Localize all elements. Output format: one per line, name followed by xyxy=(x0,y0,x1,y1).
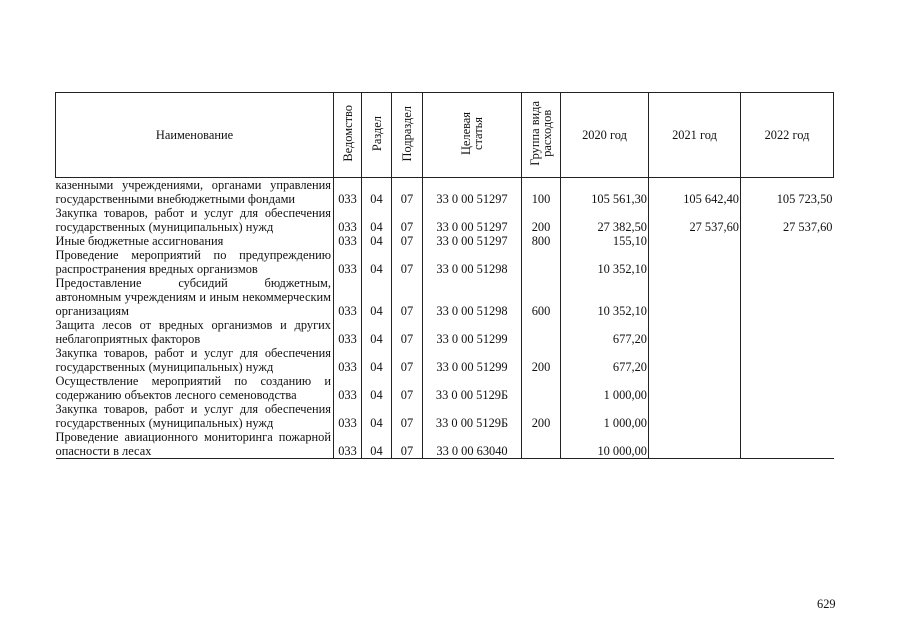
cell-target-article: 33 0 00 5129Б xyxy=(423,374,522,402)
cell-name: Предоставление субсидий бюджетным, автономным учреждениям и иным некоммерческим организациям xyxy=(56,276,334,318)
cell-expense-group: 200 xyxy=(522,346,561,374)
table-row xyxy=(56,248,834,276)
table-row xyxy=(56,430,834,459)
cell-target-article: 33 0 00 51297 xyxy=(423,234,522,248)
table-row xyxy=(56,318,834,346)
cell-section: 04 xyxy=(362,206,392,234)
cell-department: 033 xyxy=(334,430,362,459)
cell-name: Осуществление мероприятий по созданию и содержанию объектов лесного семеноводства xyxy=(56,374,334,402)
cell-subsection: 07 xyxy=(392,430,423,459)
cell-2021: 105 642,40 xyxy=(649,178,741,207)
cell-2020: 10 352,10 xyxy=(561,248,649,276)
cell-subsection: 07 xyxy=(392,318,423,346)
cell-expense-group: 100 xyxy=(522,178,561,207)
cell-name: Иные бюджетные ассигнования xyxy=(56,234,334,248)
table-body xyxy=(56,178,834,459)
cell-2021 xyxy=(649,374,741,402)
cell-2022: 27 537,60 xyxy=(741,206,834,234)
cell-section: 04 xyxy=(362,346,392,374)
cell-2021 xyxy=(649,430,741,459)
cell-target-article: 33 0 00 51297 xyxy=(423,206,522,234)
cell-2022 xyxy=(741,234,834,248)
cell-2020: 677,20 xyxy=(561,346,649,374)
header-target-article: Целевая статья xyxy=(423,93,522,178)
table-row xyxy=(56,276,834,318)
budget-table xyxy=(55,92,834,459)
cell-2021 xyxy=(649,402,741,430)
cell-department: 033 xyxy=(334,206,362,234)
cell-department: 033 xyxy=(334,178,362,207)
cell-target-article: 33 0 00 51298 xyxy=(423,248,522,276)
cell-2020: 1 000,00 xyxy=(561,402,649,430)
header-subsection: Подраздел xyxy=(392,93,423,178)
cell-subsection: 07 xyxy=(392,402,423,430)
cell-expense-group xyxy=(522,374,561,402)
cell-2022 xyxy=(741,318,834,346)
table-row xyxy=(56,402,834,430)
cell-section: 04 xyxy=(362,276,392,318)
page-number: 629 xyxy=(817,597,836,611)
cell-expense-group: 600 xyxy=(522,276,561,318)
cell-name: Защита лесов от вредных организмов и других неблагоприятных факторов xyxy=(56,318,334,346)
cell-section: 04 xyxy=(362,374,392,402)
table-row xyxy=(56,178,834,207)
header-name: Наименование xyxy=(56,93,334,178)
header-expense-group: Группа вида расходов xyxy=(522,93,561,178)
cell-department: 033 xyxy=(334,318,362,346)
cell-department: 033 xyxy=(334,234,362,248)
cell-subsection: 07 xyxy=(392,374,423,402)
cell-subsection: 07 xyxy=(392,234,423,248)
cell-expense-group: 200 xyxy=(522,402,561,430)
cell-name: Закупка товаров, работ и услуг для обеспечения государственных (муниципальных) нужд xyxy=(56,346,334,374)
cell-2020: 155,10 xyxy=(561,234,649,248)
header-department: Ведомство xyxy=(334,93,362,178)
cell-department: 033 xyxy=(334,374,362,402)
table-header-row xyxy=(56,93,834,178)
cell-department: 033 xyxy=(334,248,362,276)
cell-target-article: 33 0 00 5129Б xyxy=(423,402,522,430)
header-2021: 2021 год xyxy=(649,93,741,178)
cell-section: 04 xyxy=(362,234,392,248)
cell-department: 033 xyxy=(334,276,362,318)
cell-name: Закупка товаров, работ и услуг для обеспечения государственных (муниципальных) нужд xyxy=(56,402,334,430)
cell-2021 xyxy=(649,234,741,248)
header-section: Раздел xyxy=(362,93,392,178)
cell-target-article: 33 0 00 51298 xyxy=(423,276,522,318)
cell-target-article: 33 0 00 63040 xyxy=(423,430,522,459)
cell-target-article: 33 0 00 51299 xyxy=(423,318,522,346)
cell-2020: 27 382,50 xyxy=(561,206,649,234)
cell-2022 xyxy=(741,248,834,276)
cell-2022 xyxy=(741,402,834,430)
cell-target-article: 33 0 00 51299 xyxy=(423,346,522,374)
cell-name: Проведение мероприятий по предупреждению распространения вредных организмов xyxy=(56,248,334,276)
table-row xyxy=(56,234,834,248)
cell-2020: 10 352,10 xyxy=(561,276,649,318)
cell-section: 04 xyxy=(362,318,392,346)
cell-2020: 10 000,00 xyxy=(561,430,649,459)
cell-section: 04 xyxy=(362,430,392,459)
cell-subsection: 07 xyxy=(392,248,423,276)
cell-expense-group: 200 xyxy=(522,206,561,234)
cell-department: 033 xyxy=(334,346,362,374)
cell-2022 xyxy=(741,374,834,402)
cell-2022 xyxy=(741,276,834,318)
cell-name: Закупка товаров, работ и услуг для обеспечения государственных (муниципальных) нужд xyxy=(56,206,334,234)
table-row xyxy=(56,206,834,234)
cell-2020: 105 561,30 xyxy=(561,178,649,207)
cell-2021 xyxy=(649,346,741,374)
table-row xyxy=(56,374,834,402)
cell-2021 xyxy=(649,318,741,346)
cell-2022: 105 723,50 xyxy=(741,178,834,207)
cell-2022 xyxy=(741,346,834,374)
cell-subsection: 07 xyxy=(392,178,423,207)
cell-name: Проведение авиационного мониторинга пожарной опасности в лесах xyxy=(56,430,334,459)
header-2022: 2022 год xyxy=(741,93,834,178)
cell-department: 033 xyxy=(334,402,362,430)
cell-2020: 1 000,00 xyxy=(561,374,649,402)
cell-subsection: 07 xyxy=(392,346,423,374)
cell-section: 04 xyxy=(362,402,392,430)
cell-2021 xyxy=(649,276,741,318)
cell-expense-group xyxy=(522,248,561,276)
cell-2022 xyxy=(741,430,834,459)
cell-subsection: 07 xyxy=(392,276,423,318)
cell-name: казенными учреждениями, органами управления государственными внебюджетными фондами xyxy=(56,178,334,207)
cell-expense-group xyxy=(522,318,561,346)
cell-subsection: 07 xyxy=(392,206,423,234)
table-row xyxy=(56,346,834,374)
cell-section: 04 xyxy=(362,248,392,276)
cell-target-article: 33 0 00 51297 xyxy=(423,178,522,207)
cell-2020: 677,20 xyxy=(561,318,649,346)
cell-2021 xyxy=(649,248,741,276)
cell-expense-group xyxy=(522,430,561,459)
header-2020: 2020 год xyxy=(561,93,649,178)
cell-section: 04 xyxy=(362,178,392,207)
cell-expense-group: 800 xyxy=(522,234,561,248)
cell-2021: 27 537,60 xyxy=(649,206,741,234)
